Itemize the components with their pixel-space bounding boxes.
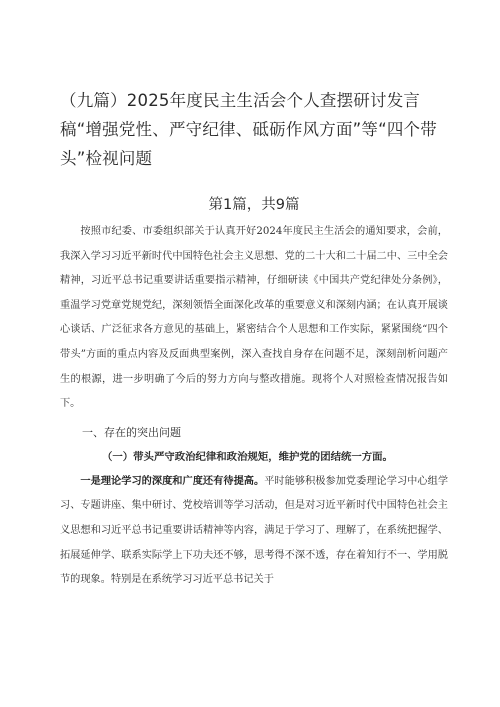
section-heading: 一、存在的突出问题 xyxy=(82,425,181,439)
intro-paragraph: 按照市纪委、市委组织部关于认真开好2024年度民主生活会的通知要求，会前，我深入学习习近平新时代中国特色社会主义思想、党的二十大和二十届二中、三中全会精神，习近平总书记重要讲话重要指示精神，仔细研读《中国共产党纪律处分条例》，重温学习党章党规党纪，深刻领悟全面深化改革的重要意义和深刻内涵；在认真开展谈心谈话、广泛征求各方意见的基础上，紧密结合个人思想和工作实际，紧紧围绕“四个带头”方面的重点内容及反面典型案例，深入查找自身存在问题不足，深刻剖析问题产生的根源，进一步明确了今后的努力方向与整改措施。现将个人对照检查情况报告如下。 xyxy=(60,226,448,410)
part-heading: 第1篇，共9篇 xyxy=(208,197,300,213)
paragraph-lead: 一是理论学习的深度和广度还有待提高。 xyxy=(80,474,265,487)
paragraph-body: 平时能够积极参加党委理论学习中心组学习、专题讲座、集中研讨、党校培训等学习活动，但是对习近平新时代中国特色社会主义思想和习近平总书记重要讲话精神等内容，满足于学习了、理解了，在系统把握学、拓展延伸学、联系实际学上下功夫还不够，思考得不深不透，存在着知行不一、学用脱节的现象。特别是在系统学习习近平总书记关于 xyxy=(60,475,449,586)
body-paragraph xyxy=(60,469,448,593)
sub-heading: （一）带头严守政治纪律和政治规矩，维护党的团结统一方面。 xyxy=(102,450,393,463)
document-title: （九篇）2025年度民主生活会个人查摆研讨发言稿“增强党性、严守纪律、砥砺作风方面”等“四个带头”检视问题 xyxy=(60,91,437,168)
